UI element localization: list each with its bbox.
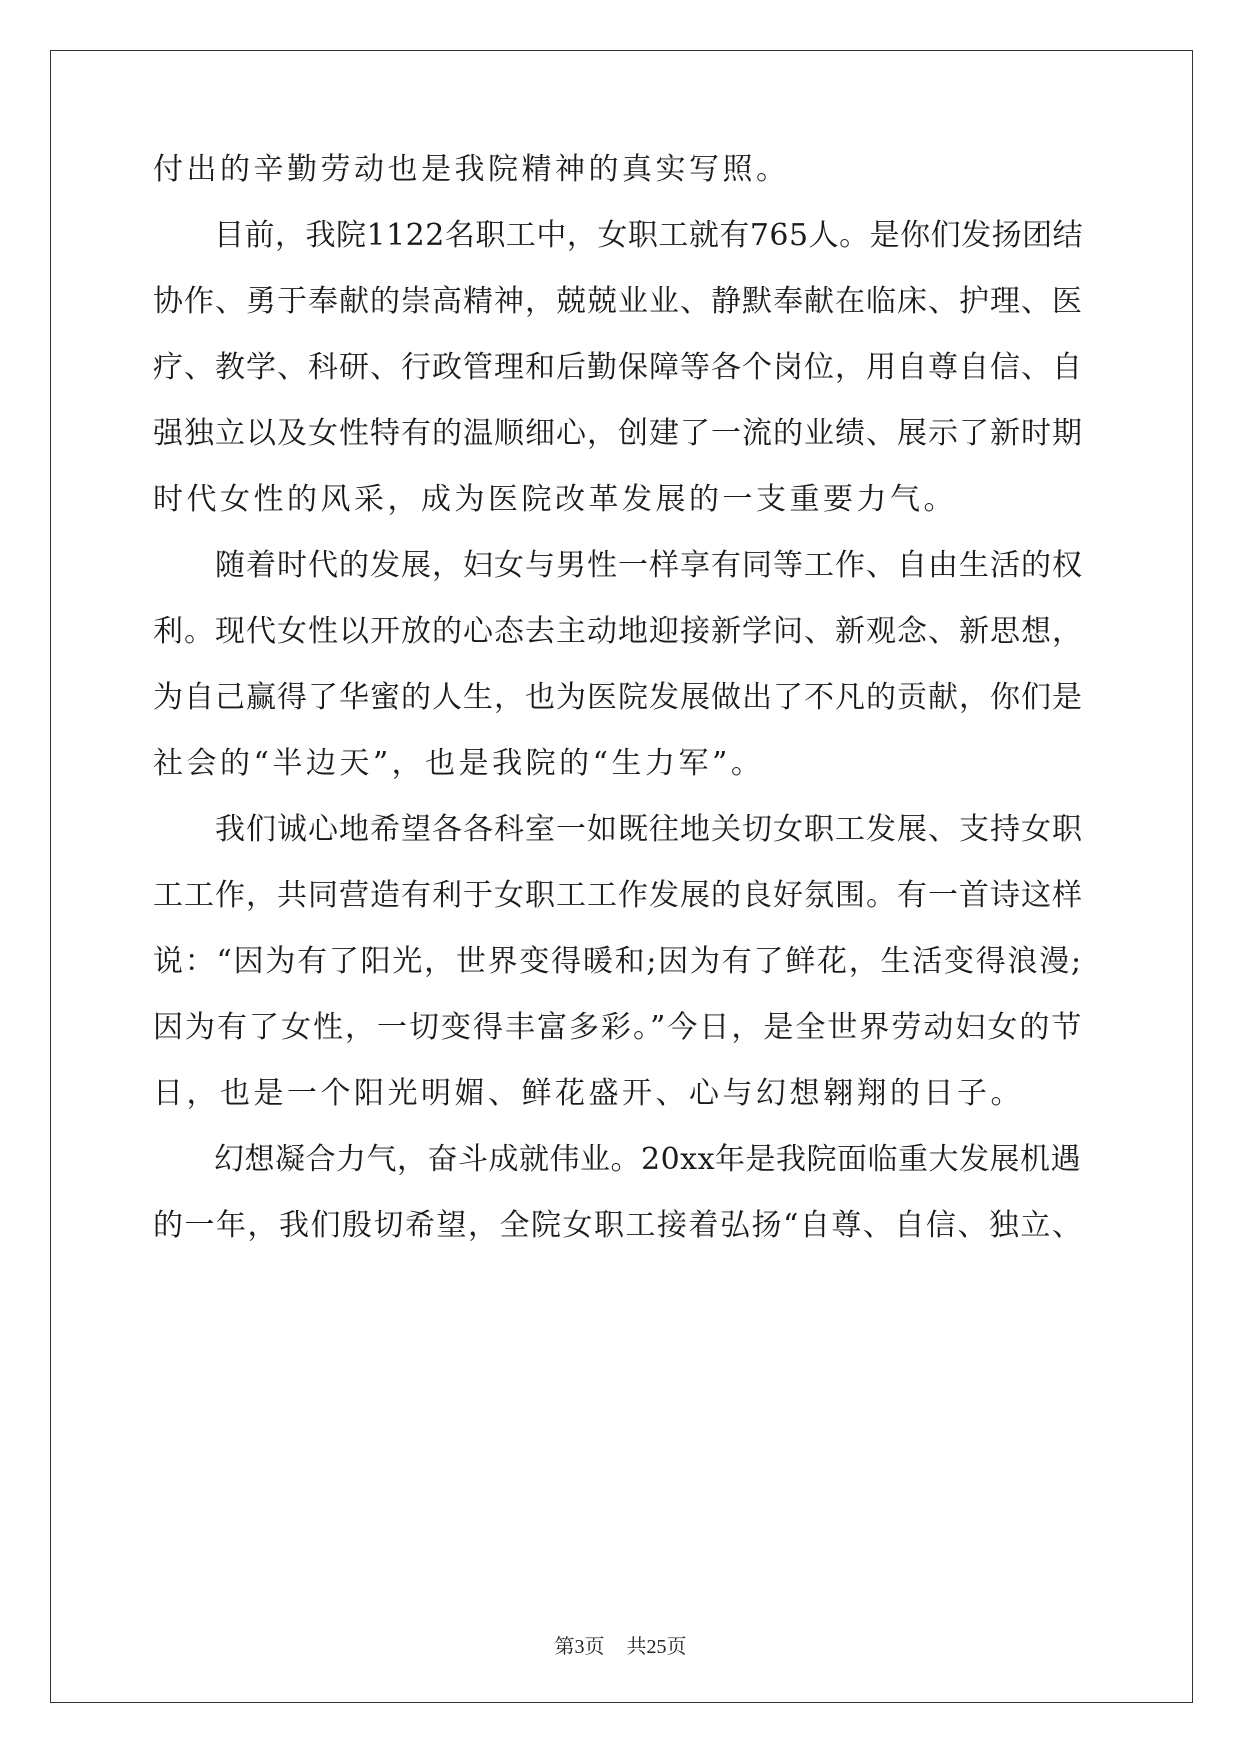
text-line: 说：“因为有了阳光，世界变得暖和;因为有了鲜花，生活变得浪漫; xyxy=(153,944,1083,979)
text-line: 协作、勇于奉献的崇高精神，兢兢业业、静默奉献在临床、护理、医 xyxy=(153,284,1083,319)
text-line: 目前，我院1122名职工中，女职工就有765人。是你们发扬团结 xyxy=(153,218,1084,253)
page-footer xyxy=(0,1630,1241,1659)
text-line: 我们诚心地希望各各科室一如既往地关切女职工发展、支持女职 xyxy=(153,812,1083,847)
text-line: 为自己赢得了华蜜的人生，也为医院发展做出了不凡的贡献，你们是 xyxy=(153,680,1083,715)
text-line: 因为有了女性，一切变得丰富多彩。”今日，是全世界劳动妇女的节 xyxy=(153,1010,1084,1045)
text-line: 工工作，共同营造有利于女职工工作发展的良好氛围。有一首诗这样 xyxy=(153,878,1083,913)
text-line: 幻想凝合力气，奋斗成就伟业。20xx年是我院面临重大发展机遇 xyxy=(153,1142,1082,1177)
text-line: 随着时代的发展，妇女与男性一样享有同等工作、自由生活的权 xyxy=(153,548,1083,583)
text-line: 强独立以及女性特有的温顺细心，创建了一流的业绩、展示了新时期 xyxy=(153,416,1083,451)
text-line: 的一年，我们殷切希望，全院女职工接着弘扬“自尊、自信、独立、 xyxy=(153,1208,1084,1243)
text-line: 时代女性的风采，成为医院改革发展的一支重要力气。 xyxy=(153,482,957,517)
page-total: 共25页 xyxy=(626,1636,687,1658)
page-number: 第3页 xyxy=(554,1636,605,1658)
text-line: 付出的辛勤劳动也是我院精神的真实写照。 xyxy=(153,152,790,187)
text-line: 社会的“半边天”，也是我院的“生力军”。 xyxy=(153,746,765,781)
text-line: 疗、教学、科研、行政管理和后勤保障等各个岗位，用自尊自信、自 xyxy=(153,350,1083,385)
text-line: 日，也是一个阳光明媚、鲜花盛开、心与幻想翱翔的日子。 xyxy=(153,1076,1024,1111)
text-line: 利。现代女性以开放的心态去主动地迎接新学问、新观念、新思想， xyxy=(153,614,1083,649)
